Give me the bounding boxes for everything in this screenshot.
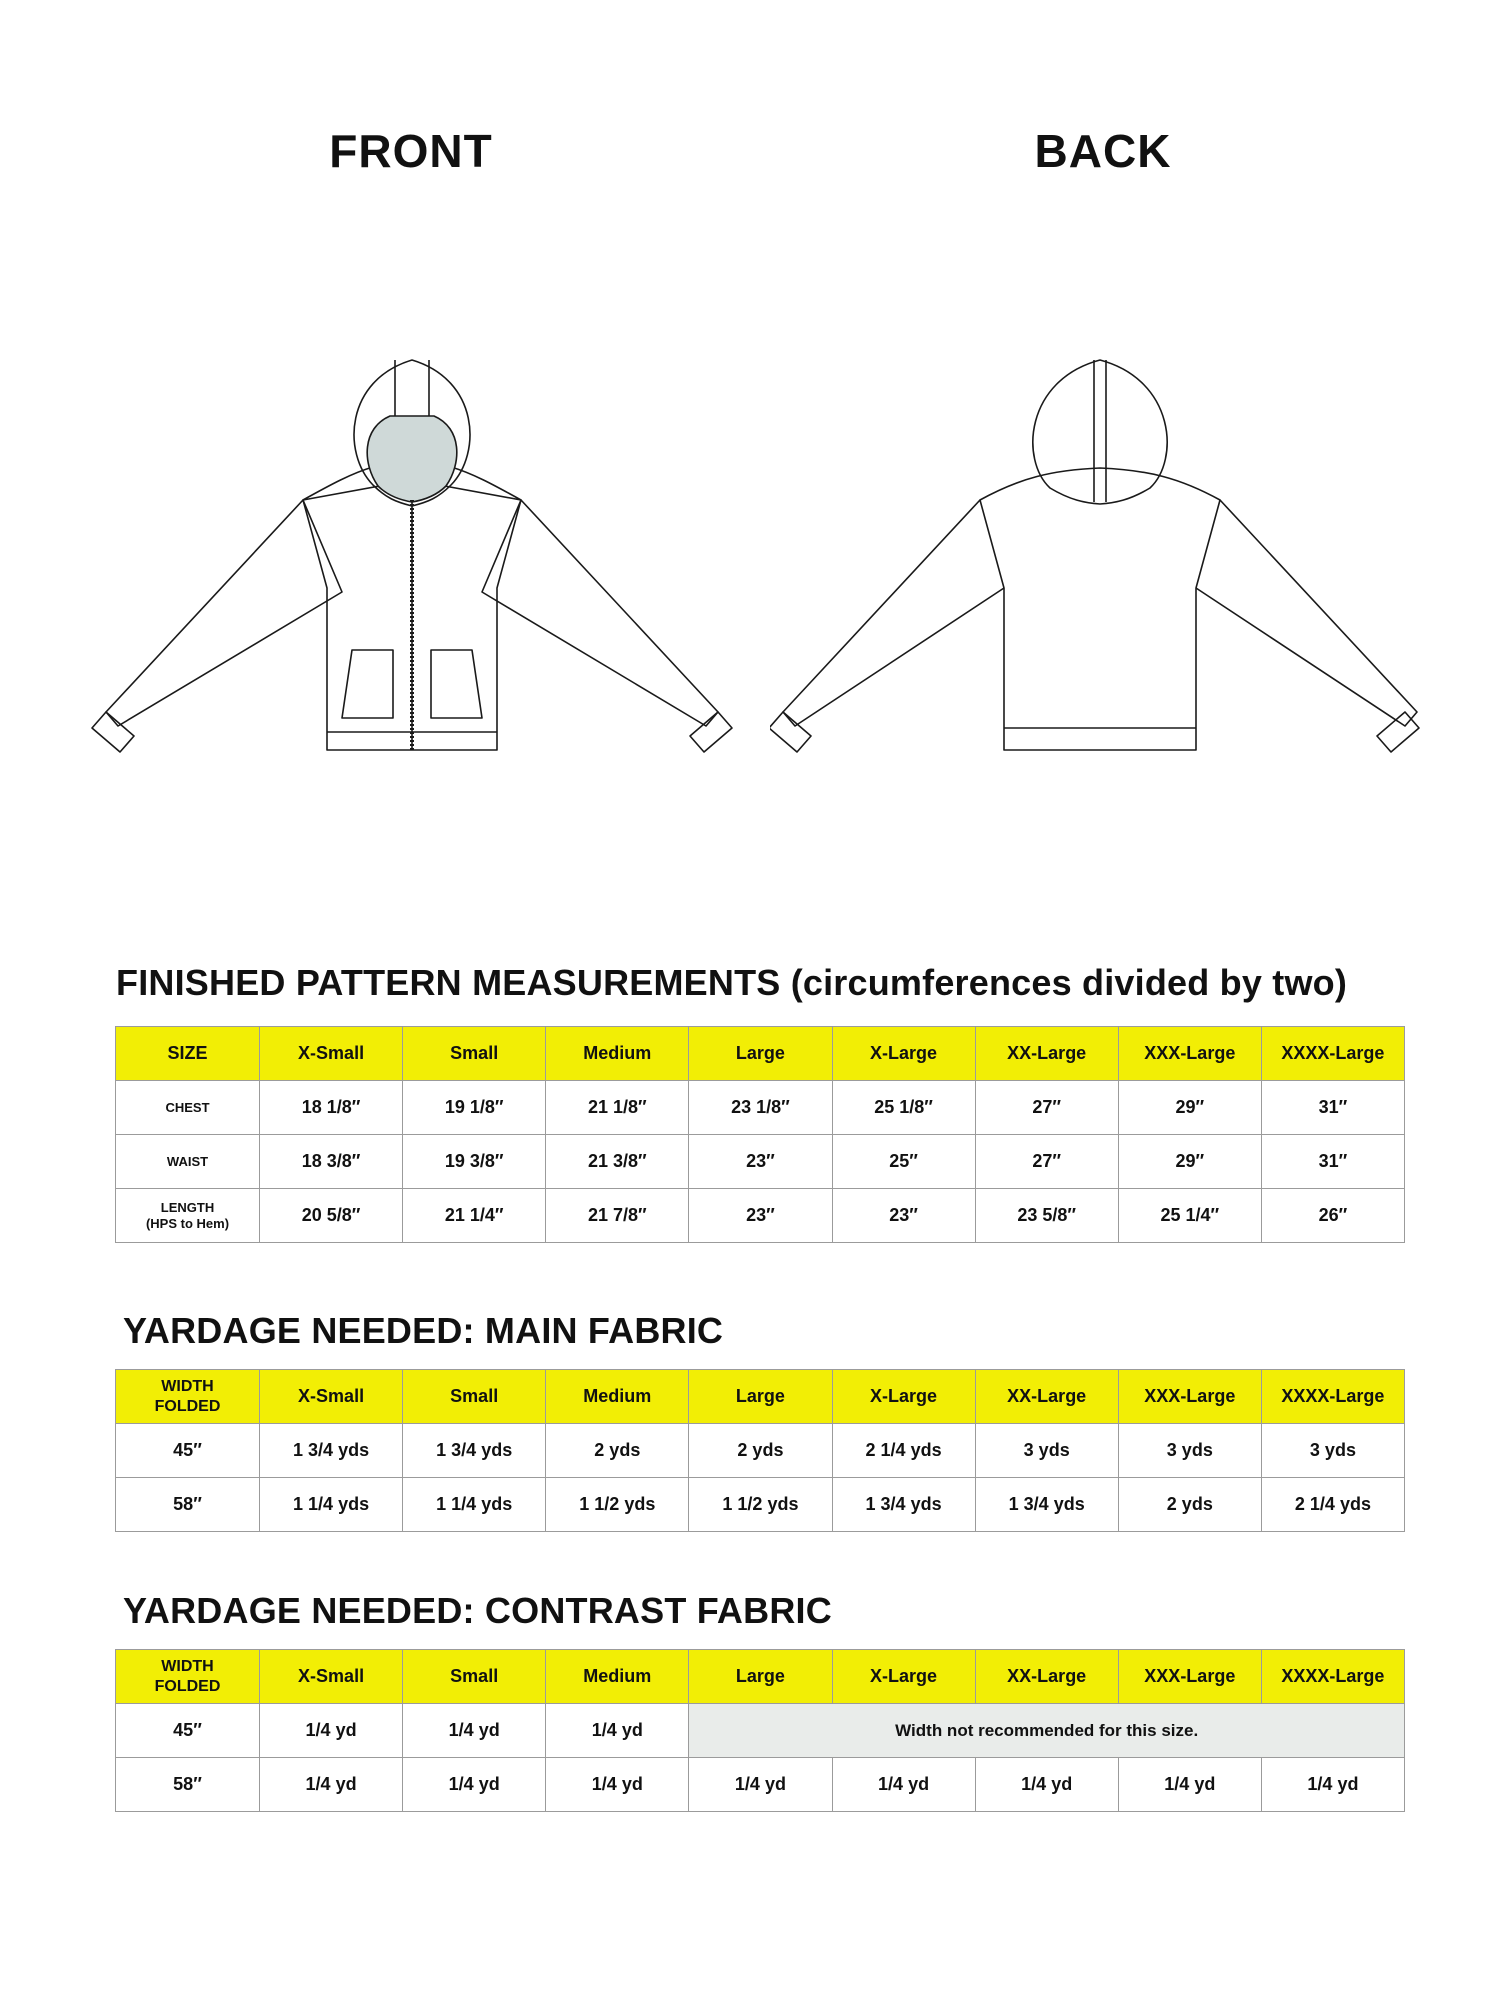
header-width-folded	[116, 1370, 260, 1424]
row-label-waist: WAIST	[116, 1135, 260, 1189]
table-cell: 18 3/8″	[260, 1135, 403, 1189]
table-cell: 31″	[1261, 1081, 1404, 1135]
table-cell: 19 3/8″	[403, 1135, 546, 1189]
header-xxxx-large: XXXX-Large	[1261, 1370, 1404, 1424]
not-recommended-note: Width not recommended for this size.	[689, 1704, 1405, 1758]
table-cell: 25 1/4″	[1118, 1189, 1261, 1243]
table-row	[116, 1704, 1405, 1758]
header-size: SIZE	[116, 1027, 260, 1081]
table-cell: 1 3/4 yds	[832, 1478, 975, 1532]
table-cell: 25″	[832, 1135, 975, 1189]
front-view-label: FRONT	[329, 125, 493, 177]
main-fabric-table	[115, 1369, 1405, 1532]
front-hood-center-panel	[395, 360, 429, 416]
contrast-fabric-header-row	[116, 1650, 1405, 1704]
table-cell: 1/4 yd	[403, 1758, 546, 1812]
header-large: Large	[689, 1650, 832, 1704]
table-cell: 29″	[1118, 1081, 1261, 1135]
header-xxx-large: XXX-Large	[1118, 1370, 1261, 1424]
header-xxxx-large: XXXX-Large	[1261, 1027, 1404, 1081]
back-body-outline	[980, 468, 1220, 750]
main-fabric-title: YARDAGE NEEDED: MAIN FABRIC	[123, 1310, 724, 1351]
table-cell: 23″	[689, 1135, 832, 1189]
front-left-cuff	[92, 712, 134, 752]
back-hood-center-seam	[1094, 360, 1106, 502]
table-cell: 2 yds	[546, 1424, 689, 1478]
table-cell: 18 1/8″	[260, 1081, 403, 1135]
header-x-small: X-Small	[260, 1370, 403, 1424]
main-fabric-header-row	[116, 1370, 1405, 1424]
table-row	[116, 1478, 1405, 1532]
row-label-45: 45″	[116, 1704, 260, 1758]
table-cell: 26″	[1261, 1189, 1404, 1243]
header-width-text: WIDTH	[161, 1377, 214, 1395]
table-cell: 20 5/8″	[260, 1189, 403, 1243]
table-cell: 31″	[1261, 1135, 1404, 1189]
table-cell: 1/4 yd	[260, 1704, 403, 1758]
header-medium: Medium	[546, 1370, 689, 1424]
header-large: Large	[689, 1370, 832, 1424]
table-cell: 2 yds	[689, 1424, 832, 1478]
contrast-fabric-table	[115, 1649, 1405, 1812]
table-cell: 1/4 yd	[403, 1704, 546, 1758]
table-cell: 21 1/4″	[403, 1189, 546, 1243]
front-left-sleeve	[106, 500, 342, 726]
row-label-length	[116, 1189, 260, 1243]
header-width-text: WIDTH	[161, 1657, 214, 1675]
row-label-chest: CHEST	[116, 1081, 260, 1135]
table-cell: 23″	[689, 1189, 832, 1243]
table-cell: 21 3/8″	[546, 1135, 689, 1189]
table-cell: 2 1/4 yds	[1261, 1478, 1404, 1532]
header-large: Large	[689, 1027, 832, 1081]
table-cell: 1 3/4 yds	[975, 1478, 1118, 1532]
header-xx-large: XX-Large	[975, 1650, 1118, 1704]
table-row	[116, 1424, 1405, 1478]
back-left-sleeve	[783, 500, 1004, 726]
measurements-table	[115, 1026, 1405, 1243]
row-label-58: 58″	[116, 1478, 260, 1532]
table-cell: 21 7/8″	[546, 1189, 689, 1243]
table-cell: 27″	[975, 1081, 1118, 1135]
table-cell: 1 1/4 yds	[403, 1478, 546, 1532]
header-xx-large: XX-Large	[975, 1370, 1118, 1424]
table-cell: 2 1/4 yds	[832, 1424, 975, 1478]
row-label-length-text: LENGTH	[160, 1199, 215, 1215]
table-cell: 3 yds	[1261, 1424, 1404, 1478]
table-cell: 1/4 yd	[689, 1758, 832, 1812]
row-label-length-sub: (HPS to Hem)	[145, 1215, 230, 1231]
contrast-fabric-title: YARDAGE NEEDED: CONTRAST FABRIC	[123, 1590, 832, 1631]
hoodie-back-sketch	[770, 350, 1420, 770]
header-small: Small	[403, 1650, 546, 1704]
header-medium: Medium	[546, 1650, 689, 1704]
table-row	[116, 1135, 1405, 1189]
table-cell: 1/4 yd	[832, 1758, 975, 1812]
table-cell: 1 1/2 yds	[546, 1478, 689, 1532]
table-cell: 1/4 yd	[546, 1704, 689, 1758]
front-right-cuff	[690, 712, 732, 752]
table-cell: 25 1/8″	[832, 1081, 975, 1135]
front-hood-lining	[367, 416, 457, 502]
table-cell: 3 yds	[1118, 1424, 1261, 1478]
header-small: Small	[403, 1370, 546, 1424]
header-xxx-large: XXX-Large	[1118, 1650, 1261, 1704]
table-cell: 1 1/4 yds	[260, 1478, 403, 1532]
header-xx-large: XX-Large	[975, 1027, 1118, 1081]
measurements-title: FINISHED PATTERN MEASUREMENTS (circumferences divided by two)	[116, 962, 1348, 1003]
back-view-label: BACK	[1034, 125, 1172, 177]
table-cell: 23″	[832, 1189, 975, 1243]
header-x-large: X-Large	[832, 1370, 975, 1424]
front-right-sleeve	[482, 500, 718, 726]
header-small: Small	[403, 1027, 546, 1081]
back-hood	[1033, 360, 1167, 504]
header-x-small: X-Small	[260, 1650, 403, 1704]
table-cell: 3 yds	[975, 1424, 1118, 1478]
measurements-header-row	[116, 1027, 1405, 1081]
table-cell: 1/4 yd	[546, 1758, 689, 1812]
header-x-large: X-Large	[832, 1650, 975, 1704]
table-cell: 1/4 yd	[1118, 1758, 1261, 1812]
row-label-45: 45″	[116, 1424, 260, 1478]
table-cell: 1 3/4 yds	[260, 1424, 403, 1478]
table-cell: 2 yds	[1118, 1478, 1261, 1532]
table-cell: 23 5/8″	[975, 1189, 1118, 1243]
table-cell: 27″	[975, 1135, 1118, 1189]
header-medium: Medium	[546, 1027, 689, 1081]
header-xxxx-large: XXXX-Large	[1261, 1650, 1404, 1704]
table-cell: 1 3/4 yds	[403, 1424, 546, 1478]
header-x-large: X-Large	[832, 1027, 975, 1081]
table-cell: 1/4 yd	[975, 1758, 1118, 1812]
table-row	[116, 1189, 1405, 1243]
header-x-small: X-Small	[260, 1027, 403, 1081]
table-cell: 23 1/8″	[689, 1081, 832, 1135]
table-cell: 1/4 yd	[260, 1758, 403, 1812]
header-width-folded	[116, 1650, 260, 1704]
hoodie-front-sketch	[90, 350, 740, 770]
table-cell: 21 1/8″	[546, 1081, 689, 1135]
header-folded-text: FOLDED	[154, 1397, 221, 1415]
table-cell: 29″	[1118, 1135, 1261, 1189]
header-folded-text: FOLDED	[154, 1677, 221, 1695]
table-row	[116, 1081, 1405, 1135]
back-right-sleeve	[1196, 500, 1417, 726]
back-left-cuff	[770, 712, 811, 752]
table-row	[116, 1758, 1405, 1812]
header-xxx-large: XXX-Large	[1118, 1027, 1261, 1081]
table-cell: 19 1/8″	[403, 1081, 546, 1135]
table-cell: 1/4 yd	[1261, 1758, 1404, 1812]
row-label-58: 58″	[116, 1758, 260, 1812]
table-cell: 1 1/2 yds	[689, 1478, 832, 1532]
